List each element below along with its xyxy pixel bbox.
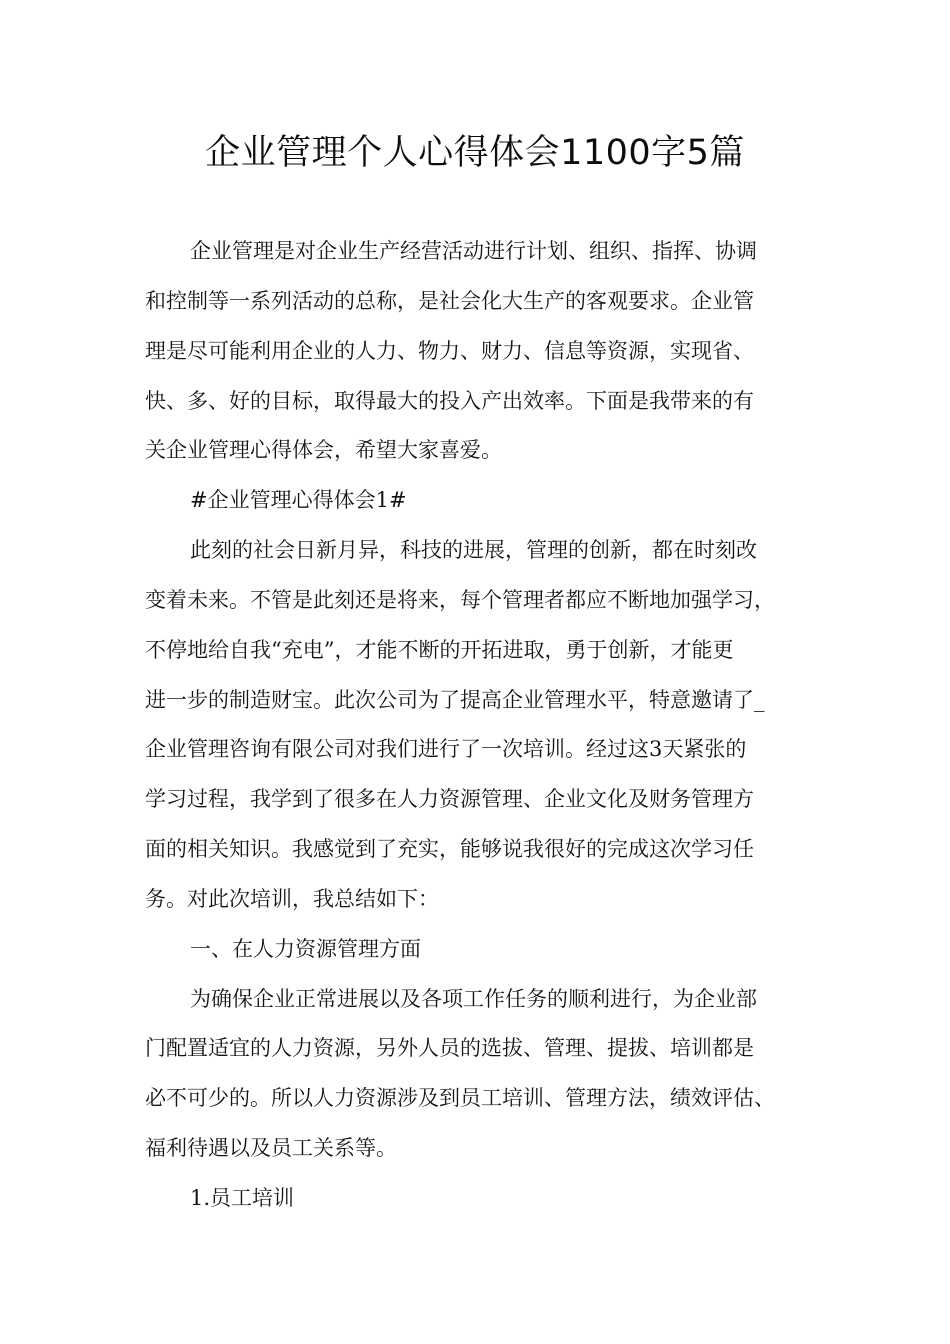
document-title: 企业管理个人心得体会1100字5篇 <box>205 133 745 173</box>
paragraph-line: 变着未来。不管是此刻还是将来，每个管理者都应不断地加强学习， <box>145 588 775 612</box>
paragraph-line: 此刻的社会日新月异，科技的进展，管理的创新，都在时刻改 <box>190 538 757 562</box>
paragraph-line: 关企业管理心得体会，希望大家喜爱。 <box>145 438 502 462</box>
paragraph-line: 门配置适宜的人力资源，另外人员的选拔、管理、提拔、培训都是 <box>145 1036 754 1060</box>
paragraph-line: 面的相关知识。我感觉到了充实，能够说我很好的完成这次学习任 <box>145 837 754 861</box>
paragraph-line: 和控制等一系列活动的总称，是社会化大生产的客观要求。企业管 <box>145 289 754 313</box>
paragraph-line: 学习过程，我学到了很多在人力资源管理、企业文化及财务管理方 <box>145 787 754 811</box>
section-heading: #企业管理心得体会1# <box>190 488 407 512</box>
paragraph-line: 进一步的制造财宝。此次公司为了提高企业管理水平，特意邀请了_ <box>145 688 765 712</box>
paragraph-line: 快、多、好的目标，取得最大的投入产出效率。下面是我带来的有 <box>145 389 754 413</box>
paragraph-line: 必不可少的。所以人力资源涉及到员工培训、管理方法，绩效评估、 <box>145 1086 775 1110</box>
subsection-heading: 1.员工培训 <box>190 1186 295 1210</box>
paragraph-line: 企业管理咨询有限公司对我们进行了一次培训。经过这3天紧张的 <box>145 737 747 761</box>
paragraph-line: 福利待遇以及员工关系等。 <box>145 1136 397 1160</box>
paragraph-line: 理是尽可能利用企业的人力、物力、财力、信息等资源，实现省、 <box>145 339 754 363</box>
paragraph-line: 务。对此次培训，我总结如下： <box>145 887 439 911</box>
subsection-heading: 一、在人力资源管理方面 <box>190 937 421 961</box>
paragraph-line: 不停地给自我“充电”，才能不断的开拓进取，勇于创新，才能更 <box>145 638 734 662</box>
paragraph-line: 企业管理是对企业生产经营活动进行计划、组织、指挥、协调 <box>190 239 757 263</box>
paragraph-line: 为确保企业正常进展以及各项工作任务的顺利进行，为企业部 <box>190 987 757 1011</box>
